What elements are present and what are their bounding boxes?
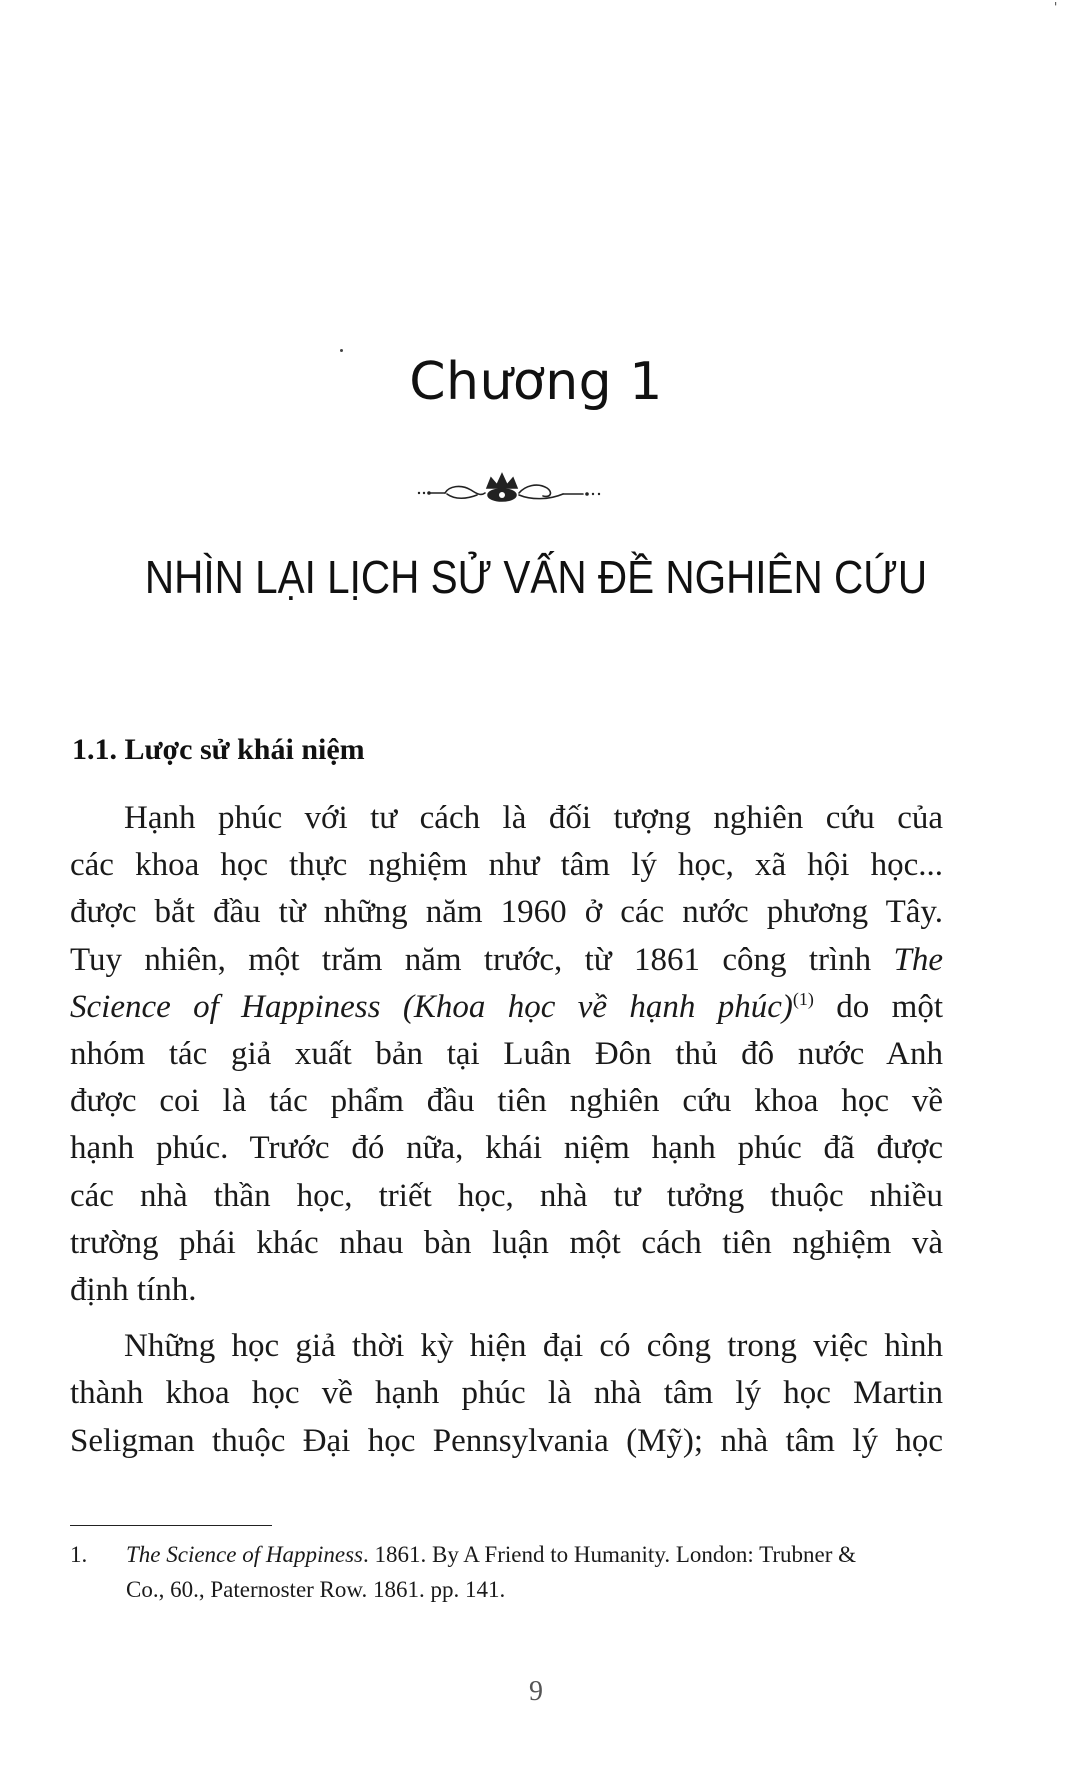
- footnote: [70, 1537, 950, 1607]
- italic-title-segment: Science of Happiness (Khoa học về hạnh phúc): [70, 988, 793, 1025]
- italic-title-segment: The: [893, 941, 944, 978]
- footnote-italic-title: The Science of Happiness: [126, 1542, 363, 1567]
- text-line: các nhà thần học, triết học, nhà tư tưởng thuộc nhiều: [70, 1177, 943, 1214]
- footnote-line: [126, 1537, 950, 1572]
- footnote-number: 1.: [70, 1542, 88, 1567]
- main-heading: NHÌN LẠI LỊCH SỬ VẤN ĐỀ NGHIÊN CỨU: [144, 551, 928, 603]
- paragraph-2: [70, 1323, 943, 1465]
- chapter-title: Chương 1: [409, 352, 663, 412]
- page-number: 9: [529, 1676, 543, 1707]
- flourish-ornament-icon: [415, 468, 605, 508]
- text-line: hạnh phúc. Trước đó nữa, khái niệm hạnh phúc đã được: [70, 1130, 943, 1167]
- text-segment: Tuy nhiên, một trăm năm trước, từ 1861 công trình: [70, 941, 872, 978]
- text-line: các khoa học thực nghiệm như tâm lý học, xã hội học...: [70, 847, 943, 884]
- section-heading: 1.1. Lược sử khái niệm: [72, 733, 365, 766]
- text-line: trường phái khác nhau bàn luận một cách tiên nghiệm và: [70, 1224, 943, 1261]
- text-line: thành khoa học về hạnh phúc là nhà tâm lý học Martin: [70, 1375, 943, 1412]
- text-line: [70, 984, 943, 1031]
- text-line: nhóm tác giả xuất bản tại Luân Đôn thủ đô nước Anh: [70, 1036, 943, 1073]
- footnote-reference: (1): [792, 988, 814, 1009]
- text-line: Hạnh phúc với tư cách là đối tượng nghiên cứu của: [124, 800, 943, 836]
- footnote-text: . 1861. By A Friend to Humanity. London: Trubner &: [362, 1542, 857, 1567]
- text-segment: do một: [836, 988, 944, 1025]
- text-line: được coi là tác phẩm đầu tiên nghiên cứu khoa học về: [70, 1083, 943, 1120]
- text-line: Seligman thuộc Đại học Pennsylvania (Mỹ); nhà tâm lý học: [70, 1422, 943, 1459]
- body-text: [70, 795, 943, 1465]
- text-line: được bắt đầu từ những năm 1960 ở các nước phương Tây.: [70, 894, 943, 931]
- footnote-divider: [70, 1525, 272, 1526]
- footnote-body: [126, 1537, 950, 1607]
- footnote-line: Co., 60., Paternoster Row. 1861. pp. 141.: [126, 1577, 506, 1602]
- corner-tick-mark: ': [1054, 0, 1058, 14]
- text-line: định tính.: [70, 1272, 197, 1309]
- paragraph-1: [70, 795, 943, 1314]
- text-line: Những học giả thời kỳ hiện đại có công trong việc hình: [124, 1328, 943, 1365]
- text-line: [70, 937, 943, 984]
